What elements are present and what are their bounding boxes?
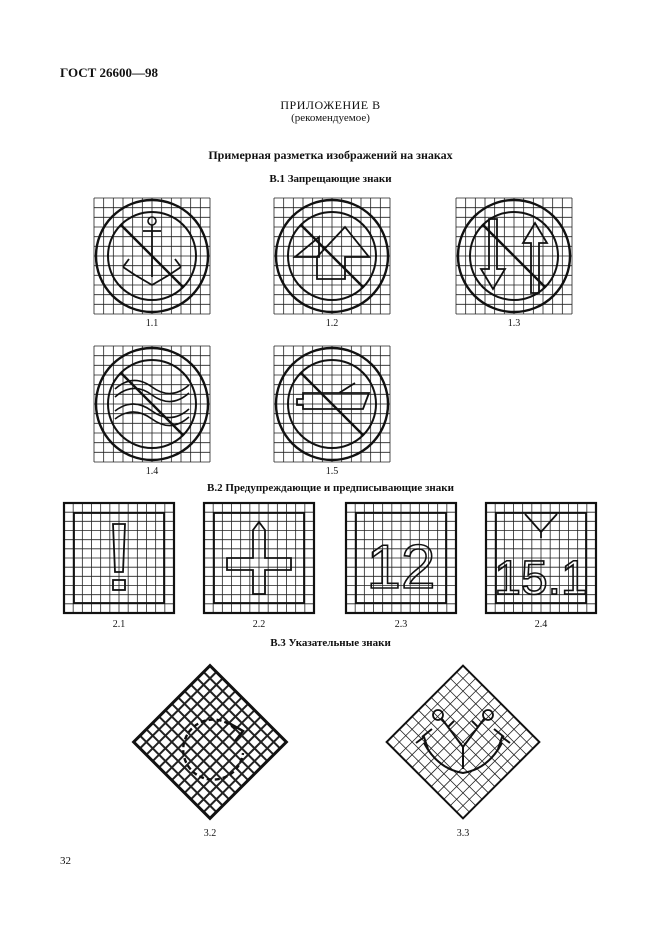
section-heading-indicative: В.3 Указательные знаки	[270, 637, 391, 649]
sign-2-3-number	[345, 502, 457, 614]
sign-1-5-crossed-boat	[273, 345, 391, 463]
caption-1-2: 1.2	[325, 318, 339, 329]
caption-2-4: 2.4	[534, 619, 548, 630]
caption-1-5: 1.5	[325, 466, 339, 477]
caption-1-4: 1.4	[145, 466, 159, 477]
caption-3-2: 3.2	[203, 828, 217, 839]
sign-3-2-rotating-arrow-circle	[125, 657, 295, 827]
appendix-subtitle: (рекомендуемое)	[291, 112, 370, 124]
caption-1-3: 1.3	[507, 318, 521, 329]
sign-1-1-crossed-anchor	[93, 197, 211, 315]
page-number: 32	[60, 855, 71, 867]
sign-2-2-cross-junction	[203, 502, 315, 614]
sign-3-3-anchor	[378, 657, 548, 827]
document-header: ГОСТ 26600—98	[60, 65, 159, 80]
sign-2-3-number-text: 12	[366, 533, 436, 602]
sign-2-4-number-with-chevron	[485, 502, 597, 614]
main-title: Примерная разметка изображений на знаках	[208, 148, 453, 162]
sign-2-4-number-text: 15.1	[494, 552, 588, 605]
sign-1-3-crossed-opposing-arrows	[455, 197, 573, 315]
sign-2-1-exclamation	[63, 502, 175, 614]
section-heading-warning: В.2 Предупреждающие и предписывающие знаки	[207, 482, 454, 494]
sign-1-2-crossed-mooring	[273, 197, 391, 315]
caption-3-3: 3.3	[456, 828, 470, 839]
sign-1-4-crossed-waves	[93, 345, 211, 463]
caption-2-2: 2.2	[252, 619, 266, 630]
caption-1-1: 1.1	[145, 318, 159, 329]
caption-2-3: 2.3	[394, 619, 408, 630]
caption-2-1: 2.1	[112, 619, 126, 630]
appendix-title: ПРИЛОЖЕНИЕ В	[280, 98, 381, 112]
section-heading-prohibiting: В.1 Запрещающие знаки	[269, 173, 392, 185]
